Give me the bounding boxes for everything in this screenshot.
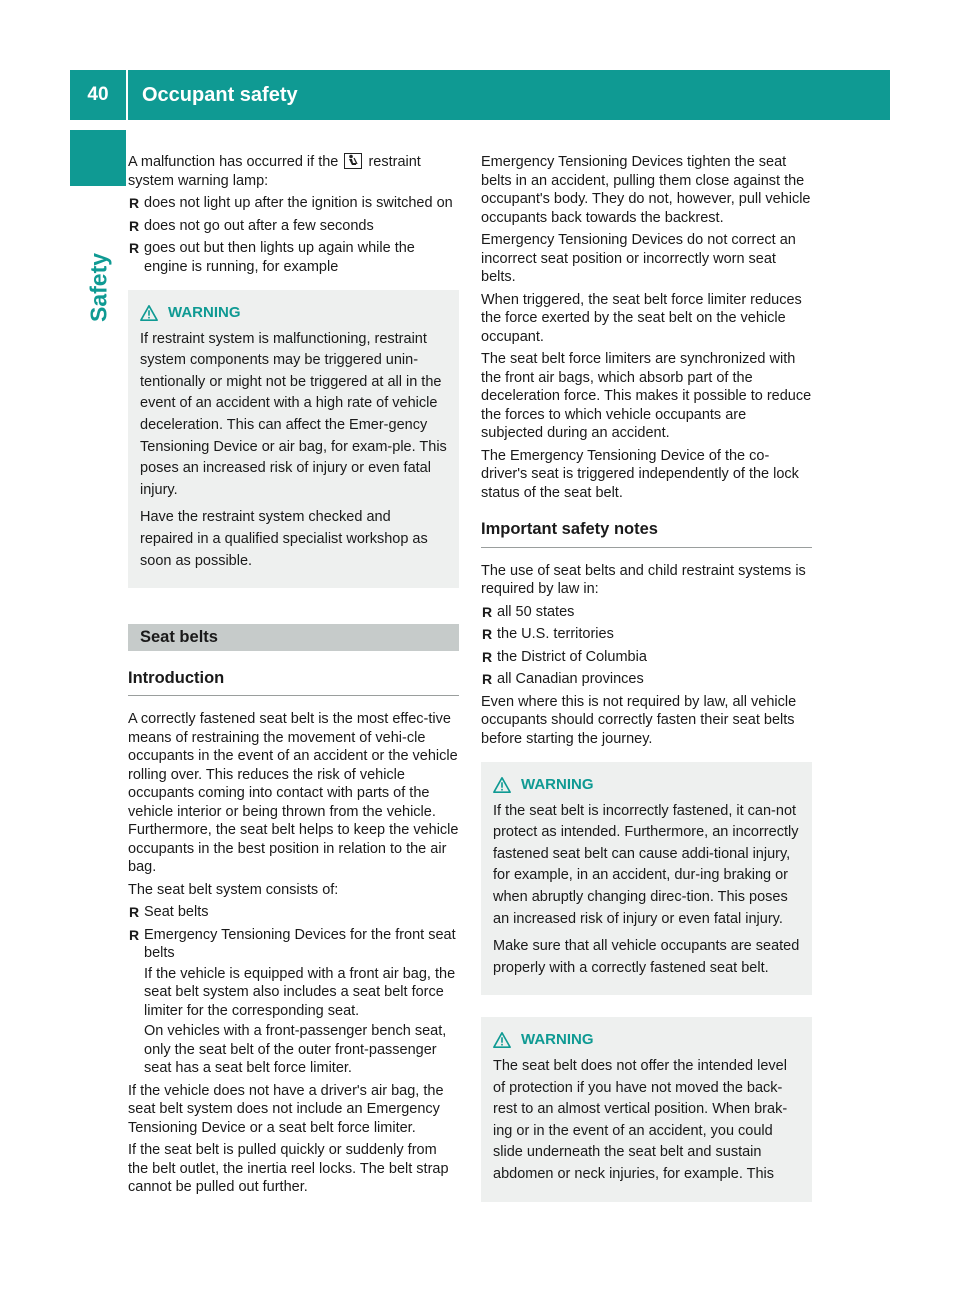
- law-list: [481, 603, 812, 689]
- paragraph: The seat belt system consists of:: [128, 881, 339, 898]
- paragraph: Emergency Tensioning Devices do not correct an incorrect seat position or incorrectly worn seat belts.: [481, 232, 796, 285]
- list-item: R goes out but then lights up again while the engine is running, for example: [129, 240, 415, 275]
- bullet-icon: R: [482, 626, 493, 642]
- malfunction-list: [128, 194, 459, 276]
- paragraph: A correctly fastened seat belt is the most effec-tive means of restraining the movement of vehi-cle occupants in the event of an accident or the vehicle rolling over. This reduces the risk of vehicle occupants coming into contact with parts of the vehicle interior or being thrown from the vehicle. Furthermore, the seat belt helps to keep the vehicle occupants in the best position in relation to the air bag.: [128, 711, 459, 876]
- warning-heading: [493, 774, 800, 796]
- paragraph: If the seat belt is pulled quickly or suddenly from the belt outlet, the inertia reel locks. The belt strap cannot be pulled out further.: [128, 1142, 449, 1196]
- side-tab-label: Safety: [85, 252, 112, 322]
- warning-text: If restraint system is malfunctioning, restraint system components may be triggered unin-tentionally or might not be triggered at all in the event of an accident with a high rate of vehicle deceleration. This can affect the Emer-gency Tensioning Device or air bag, for exam-ple. This poses an increased risk of injury or even fatal injury.: [140, 330, 447, 498]
- list-item: R all 50 states: [482, 603, 575, 620]
- paragraph: Even where this is not required by law, all vehicle occupants should correctly fasten their seat belts before starting the journey.: [481, 693, 797, 747]
- bullet-icon: R: [482, 603, 493, 620]
- bullet-icon: R: [482, 671, 493, 687]
- warning-title: WARNING: [521, 776, 594, 793]
- system-list: [128, 903, 459, 1078]
- list-item: R Seat belts: [129, 904, 209, 921]
- list-item: R Emergency Tensioning Devices for the front seat belts If the vehicle is equipped with a front air bag, the seat belt system also includes a seat belt force limiter for the corresponding seat. On vehicles with a front-passenger bench seat, only the seat belt of the outer front-passenger seat has a seat belt force limiter.: [128, 926, 459, 1078]
- warning-triangle-icon: [493, 776, 511, 794]
- malfunction-intro-text-b: restraint system warning lamp:: [128, 154, 421, 189]
- warning-box: [481, 762, 812, 995]
- warning-triangle-icon: [140, 304, 158, 322]
- left-column: [128, 153, 459, 1201]
- warning-box: [128, 290, 459, 588]
- side-tab-marker: [70, 130, 126, 186]
- malfunction-intro-text-a: A malfunction has occurred if the: [128, 154, 339, 170]
- page-number: 40: [87, 84, 109, 105]
- seat-belt-icon: [344, 153, 362, 169]
- paragraph: Emergency Tensioning Devices tighten the seat belts in an accident, pulling them close against the occupant's body. They do not, however, pull vehicle occupants back towards the backrest.: [481, 154, 811, 226]
- warning-text: The seat belt does not offer the intended level of protection if you have not moved the back-rest to an almost vertical position. When brak-ing or in the event of an accident, you could slide underneath the seat belt and sustain abdomen or neck injuries, for example. This: [493, 1057, 788, 1182]
- important-safety-notes-heading: Important safety notes: [481, 514, 812, 548]
- bullet-icon: R: [129, 240, 140, 256]
- warning-heading: [140, 302, 447, 324]
- bullet-icon: R: [129, 904, 140, 921]
- warning-box: [481, 1017, 812, 1201]
- right-column: [481, 153, 812, 1212]
- page-title: Occupant safety: [142, 83, 298, 106]
- malfunction-intro: [128, 153, 459, 190]
- warning-triangle-icon: [493, 1031, 511, 1049]
- list-item: R does not light up after the ignition is switched on: [129, 195, 453, 211]
- introduction-heading: Introduction: [128, 663, 459, 697]
- bullet-icon: R: [129, 217, 140, 234]
- list-item-detail: If the vehicle is equipped with a front air bag, the seat belt system also includes a seat belt force limiter for the corresponding seat.: [144, 965, 456, 1019]
- paragraph: The Emergency Tensioning Device of the co-driver's seat is triggered independently of the lock status of the seat belt.: [481, 447, 799, 501]
- warning-title: WARNING: [521, 1031, 594, 1049]
- list-item: R the District of Columbia: [482, 648, 647, 665]
- warning-text: Make sure that all vehicle occupants are seated properly with a correctly fastened seat belt.: [493, 938, 800, 976]
- list-item: R all Canadian provinces: [482, 671, 644, 687]
- paragraph: When triggered, the seat belt force limiter reduces the force exerted by the seat belt on the vehicle occupant.: [481, 291, 802, 345]
- warning-heading: [493, 1029, 800, 1051]
- warning-text: If the seat belt is incorrectly fastened, it can-not protect as intended. Furthermore, an incorrectly fastened seat belt can cause addi-tional injury, for example, in an accident, dur-ing braking or when abruptly changing direc-tion. This poses an increased risk of injury or even fatal injury.: [493, 802, 799, 927]
- bullet-icon: R: [129, 195, 140, 211]
- header-divider: [126, 70, 128, 120]
- paragraph: The use of seat belts and child restraint systems is required by law in:: [481, 562, 806, 597]
- warning-text: Have the restraint system checked and repaired in a qualified specialist workshop as soon as possible.: [140, 509, 428, 569]
- paragraph: The seat belt force limiters are synchronized with the front air bags, which absorb part of the deceleration force. This makes it possible to reduce the forces to which vehicle occupants are subjected during an accident.: [481, 351, 812, 441]
- bullet-icon: R: [482, 648, 493, 665]
- bullet-icon: R: [129, 926, 140, 943]
- seat-belts-heading: Seat belts: [128, 624, 459, 651]
- list-item-detail: On vehicles with a front-passenger bench seat, only the seat belt of the outer front-passenger seat has a seat belt force limiter.: [144, 1023, 447, 1077]
- paragraph: If the vehicle does not have a driver's air bag, the seat belt system does not include an Emergency Tensioning Device or a seat belt force limiter.: [128, 1082, 444, 1136]
- warning-title: WARNING: [168, 304, 241, 321]
- list-item: R the U.S. territories: [482, 626, 614, 642]
- list-item: R does not go out after a few seconds: [129, 217, 374, 234]
